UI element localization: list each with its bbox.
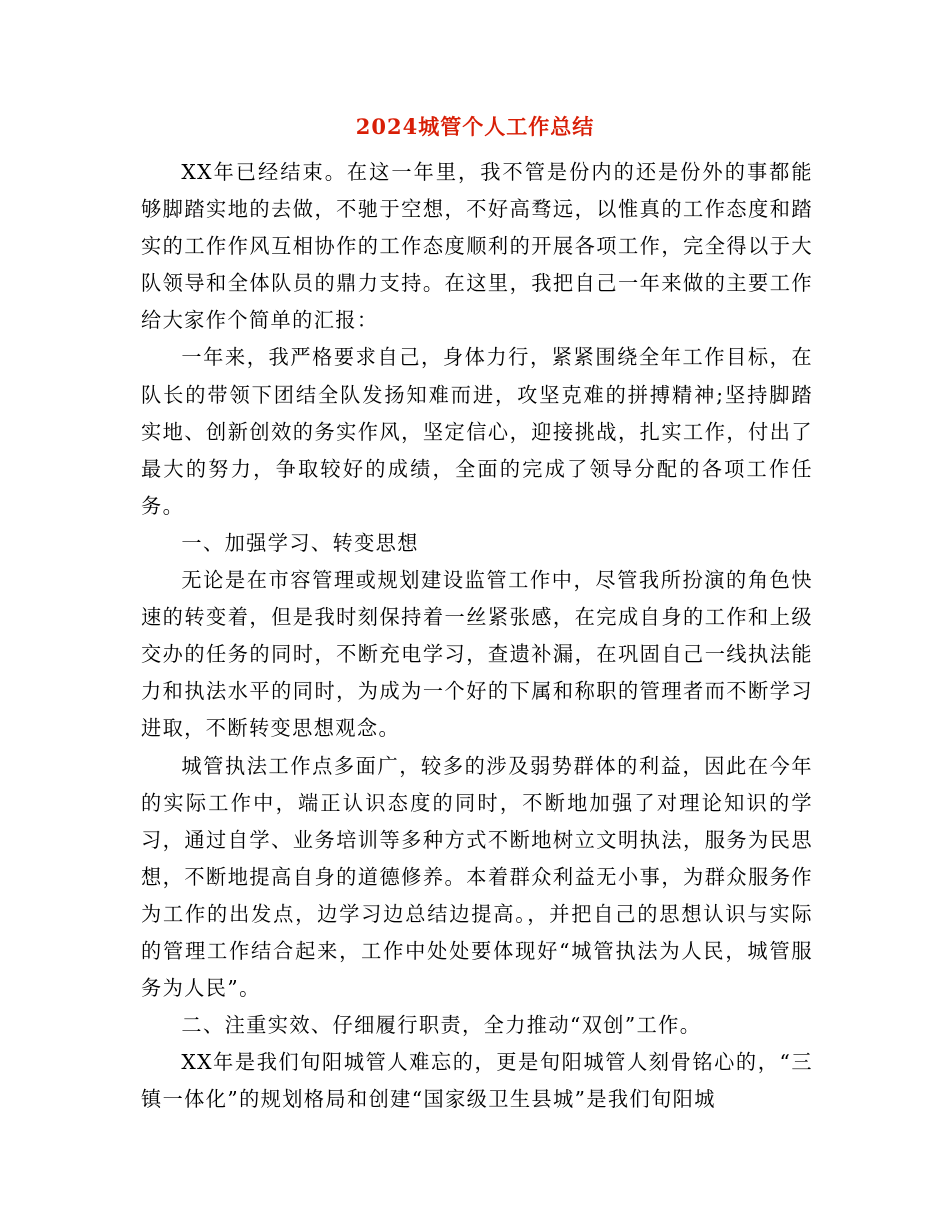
- paragraph-enforcement: 城管执法工作点多面广，较多的涉及弱势群体的利益，因此在今年的实际工作中，端正认识态度的同时，不断地加强了对理论知识的学习，通过自学、业务培训等多种方式不断地树立文明执法，服务为民思想，不断地提高自身的道德修养。本着群众利益无小事，为群众服务作为工作的出发点，边学习边总结边提高。，并把自己的思想认识与实际的管理工作结合起来，工作中处处要体现好“城管执法为人民，城管服务为人民”。: [141, 753, 813, 1001]
- section-heading-1: 一、加强学习、转变思想: [181, 530, 419, 555]
- paragraph-intro: XX年已经结束。在这一年里，我不管是份内的还是份外的事都能够脚踏实地的去做，不驰于空想，不好高骛远，以惟真的工作态度和踏实的工作作风互相协作的工作态度顺利的开展各项工作，完全得以于大队领导和全体队员的鼎力支持。在这里，我把自己一年来做的主要工作给大家作个简单的汇报：: [141, 160, 813, 333]
- document-title: 2024城管个人工作总结: [355, 114, 595, 139]
- document-body: [141, 154, 813, 1118]
- paragraph-xunyang: XX年是我们旬阳城管人难忘的，更是旬阳城管人刻骨铭心的，“三镇一体化”的规划格局和创建“国家级卫生县城”是我们旬阳城: [141, 1050, 813, 1112]
- section-heading-2: 二、注重实效、仔细履行职责，全力推动“双创”工作。: [181, 1013, 702, 1038]
- paragraph-overview: 一年来，我严格要求自己，身体力行，紧紧围绕全年工作目标，在队长的带领下团结全队发扬知难而进，攻坚克难的拼搏精神;坚持脚踏实地、创新创效的务实作风，坚定信心，迎接挑战，扎实工作，付出了最大的努力，争取较好的成绩，全面的完成了领导分配的各项工作任务。: [141, 345, 813, 518]
- paragraph-learning: 无论是在市容管理或规划建设监管工作中，尽管我所扮演的角色快速的转变着，但是我时刻保持着一丝紧张感，在完成自身的工作和上级交办的任务的同时，不断充电学习，查遗补漏，在巩固自己一线执法能力和执法水平的同时，为成为一个好的下属和称职的管理者而不断学习进取，不断转变思想观念。: [141, 568, 813, 741]
